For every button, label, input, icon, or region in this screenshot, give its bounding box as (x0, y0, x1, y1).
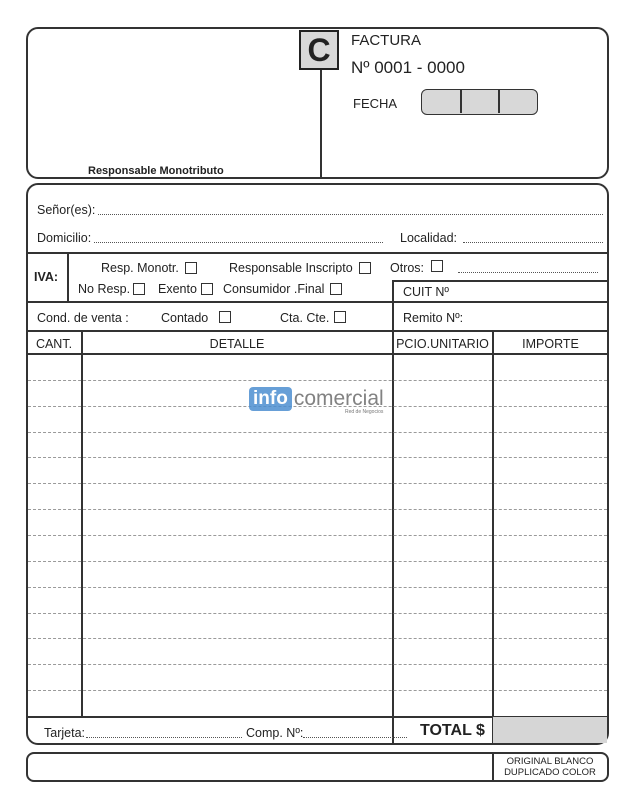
copy-duplicado: DUPLICADO COLOR (504, 767, 596, 778)
col-divider-pcio (492, 330, 494, 744)
table-row (28, 457, 607, 458)
invoice-letter-box (299, 30, 339, 70)
watermark-brand-left: info (249, 387, 292, 411)
sale-cond-label: Cond. de venta : (37, 311, 129, 325)
iva-opt-otros-label: Otros: (390, 261, 425, 275)
col-divider-cant (81, 330, 83, 717)
iva-otros-field[interactable] (458, 272, 598, 273)
client-name-label: Señor(es): (37, 203, 96, 217)
iva-opt-exento-checkbox[interactable] (201, 283, 213, 295)
table-row (28, 613, 607, 614)
iva-bottom-line (27, 301, 608, 303)
cuit-left-line (392, 280, 394, 330)
col-divider-detalle (392, 330, 394, 744)
col-header-pcio: PCIO.UNITARIO (396, 337, 489, 351)
iva-opt-monotr-checkbox[interactable] (185, 262, 197, 274)
table-row (28, 432, 607, 433)
header-divider (320, 57, 322, 178)
date-day-divider (460, 90, 462, 113)
table-row (28, 664, 607, 665)
sale-bottom-line (27, 330, 608, 332)
client-locality-field[interactable] (463, 242, 603, 243)
table-row (28, 690, 607, 691)
table-row (28, 380, 607, 381)
date-label: FECHA (353, 96, 398, 111)
remito-label: Remito Nº: (403, 311, 464, 325)
sale-opt-ctacte-checkbox[interactable] (334, 311, 346, 323)
sale-opt-contado-checkbox[interactable] (219, 311, 231, 323)
iva-opt-consfinal-label: Consumidor .Final (223, 282, 325, 296)
iva-opt-inscripto-label: Responsable Inscripto (229, 261, 353, 275)
col-header-importe: IMPORTE (522, 337, 579, 351)
invoice-letter: C (307, 32, 331, 68)
iva-opt-noresp-label: No Resp. (78, 282, 131, 296)
watermark-tagline: Red de Negocios (345, 409, 384, 415)
card-field[interactable] (86, 737, 242, 738)
sale-opt-ctacte-label: Cta. Cte. (280, 311, 330, 325)
client-name-field[interactable] (98, 214, 603, 215)
client-address-field[interactable] (94, 242, 383, 243)
iva-top-line (27, 252, 608, 254)
invoice-number: Nº 0001 - 0000 (351, 58, 465, 77)
table-row (28, 638, 607, 639)
table-row (28, 587, 607, 588)
client-locality-label: Localidad: (400, 231, 457, 245)
comp-field[interactable] (303, 737, 407, 738)
iva-opt-inscripto-checkbox[interactable] (359, 262, 371, 274)
iva-opt-consfinal-checkbox[interactable] (330, 283, 342, 295)
iva-label: IVA: (34, 270, 59, 284)
date-field[interactable] (421, 89, 538, 115)
copy-original: ORIGINAL BLANCO (506, 756, 594, 767)
col-header-detalle: DETALLE (209, 337, 265, 351)
table-row (28, 561, 607, 562)
comp-label: Comp. Nº: (246, 726, 304, 740)
client-address-label: Domicilio: (37, 231, 92, 245)
card-label: Tarjeta: (44, 726, 85, 740)
issuer-type: Responsable Monotributo (88, 165, 224, 177)
sale-opt-contado-label: Contado (161, 311, 209, 325)
watermark-brand-right: comercial (293, 387, 384, 410)
iva-opt-otros-checkbox[interactable] (431, 260, 443, 272)
table-row (28, 509, 607, 510)
table-row (28, 535, 607, 536)
cuit-top-line (392, 280, 608, 282)
iva-label-divider (67, 252, 69, 301)
doc-type: FACTURA (351, 32, 422, 49)
table-header-bottom-line (27, 353, 608, 355)
col-header-cant: CANT. (35, 337, 73, 351)
cuit-label: CUIT Nº (403, 285, 450, 299)
iva-opt-exento-label: Exento (158, 282, 197, 296)
iva-opt-monotr-label: Resp. Monotr. (101, 261, 179, 275)
total-amount-field[interactable] (493, 717, 607, 743)
date-month-divider (498, 90, 500, 113)
table-row (28, 483, 607, 484)
iva-opt-noresp-checkbox[interactable] (133, 283, 145, 295)
total-label: TOTAL $ (420, 722, 485, 739)
